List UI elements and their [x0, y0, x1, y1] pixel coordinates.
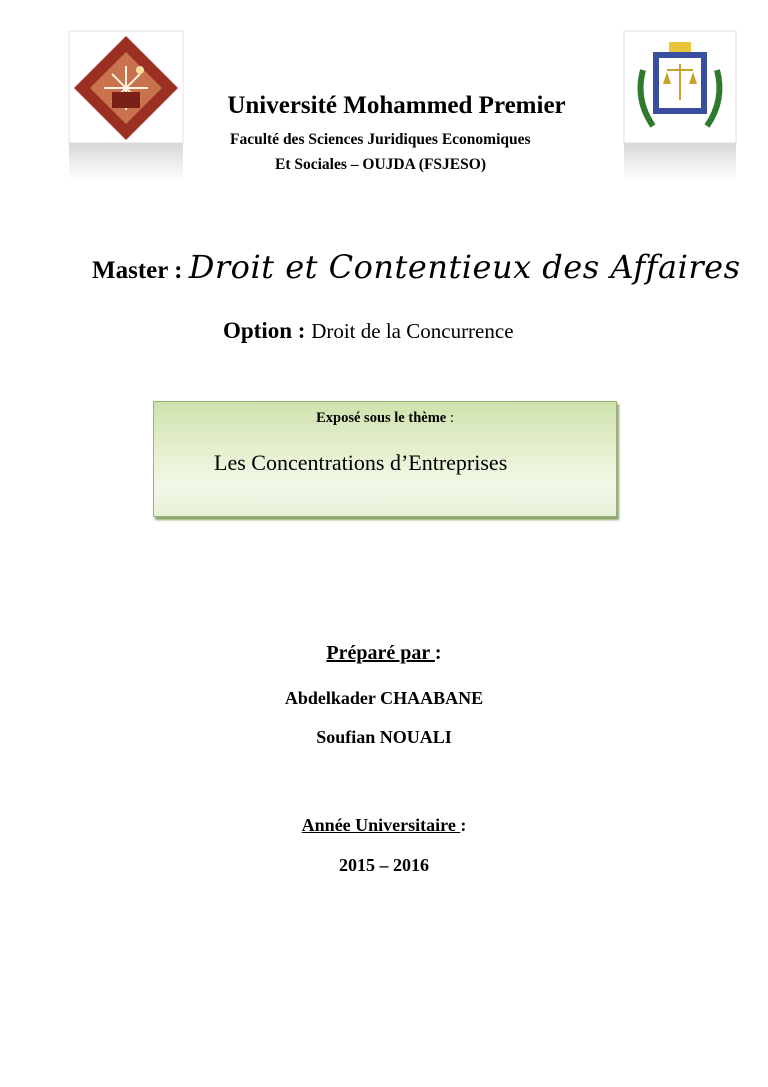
- master-label: Master :: [92, 257, 189, 284]
- author-name: Soufian NOUALI: [316, 727, 452, 747]
- master-line: [92, 248, 741, 286]
- faculty-line-2: Et Sociales – OUJDA (FSJESO): [275, 156, 486, 173]
- theme-box: [153, 401, 617, 517]
- academic-year-label: Année Universitaire: [301, 815, 461, 835]
- theme-label-line: [154, 410, 616, 427]
- faculty-line-1: Faculté des Sciences Juridiques Economiques: [230, 131, 531, 148]
- theme-label: Exposé sous le thème: [316, 410, 447, 426]
- academic-year-value: 2015 – 2016: [339, 855, 429, 875]
- theme-separator: :: [446, 410, 454, 426]
- prepared-by-colon: :: [434, 642, 442, 664]
- theme-title: Les Concentrations d’Entreprises: [214, 450, 508, 475]
- university-name: Université Mohammed Premier: [227, 92, 566, 119]
- academic-year-heading: [0, 815, 768, 836]
- option-label: Option :: [223, 318, 312, 343]
- prepared-by-label: Préparé par: [326, 642, 435, 664]
- university-header: [0, 92, 768, 120]
- option-line: [223, 318, 514, 344]
- academic-year-colon: :: [460, 815, 467, 835]
- option-value: Droit de la Concurrence: [311, 319, 514, 343]
- prepared-by-heading: [0, 642, 768, 665]
- author-name: Abdelkader CHAABANE: [284, 688, 484, 708]
- master-title: Droit et Contentieux des Affaires: [188, 248, 741, 286]
